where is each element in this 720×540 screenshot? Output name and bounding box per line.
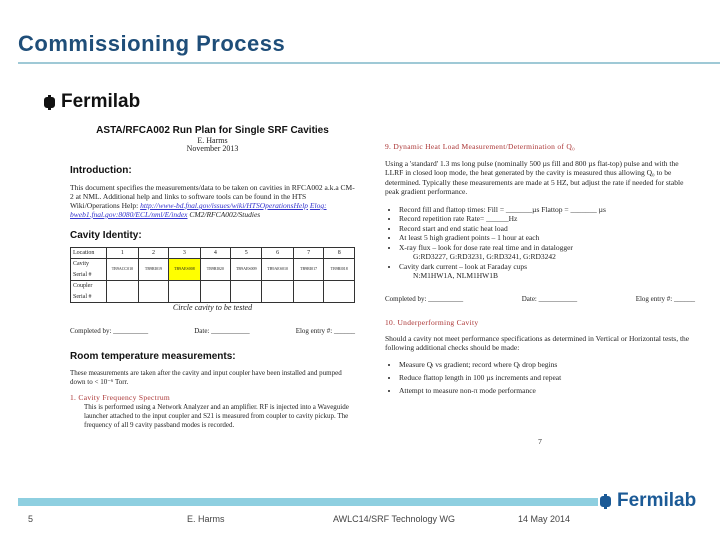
- elog-field: Elog entry #: ______: [635, 294, 695, 303]
- table-header-row: [71, 247, 355, 259]
- completed-by-field: Completed by: __________: [385, 294, 464, 303]
- table-cell: [231, 281, 262, 303]
- intro-heading: Introduction:: [70, 164, 132, 176]
- list-item: • Reduce flattop length in 100 µs increments and repeat: [399, 371, 695, 384]
- item9-text: Using a 'standard' 1.3 ms long pulse (nominally 500 µs fill and 800 µs flat-top) pulse and with the LLRF in closed loop mode, the heat generated by the cavity is measured thus allowing Q₀ to be determined. Typically these measurements are made at 5 HZ, but adjust the rate if needed for stable peak gradient performance.: [385, 158, 684, 196]
- doc-author: E. Harms: [197, 135, 228, 145]
- table-cell: TB9AES009: [231, 259, 262, 281]
- list-item: • Record start and end static heat load: [399, 224, 695, 234]
- list-item: • Measure Qₗ vs gradient; record where Qₗ drop begins: [399, 358, 695, 371]
- item10-heading: 10. Underperforming Cavity: [385, 318, 479, 327]
- intro-text: [70, 183, 355, 219]
- list-item: • Record fill and flattop times: Fill = _______µs Flattop = _______ µs: [399, 205, 695, 215]
- table-cell: 7: [293, 247, 324, 259]
- logo-text: Fermilab: [617, 490, 697, 511]
- logo-text: Fermilab: [61, 91, 141, 112]
- table-cell: 2: [138, 247, 169, 259]
- item9-heading: 9. Dynamic Heat Load Measurement/Determination of Q₀: [385, 142, 576, 151]
- item10-bullets: [385, 358, 695, 397]
- sub-list-item: G:RD3227, G:RD3231, G:RD3241, G:RD3242: [413, 252, 556, 261]
- table-cell: [324, 281, 355, 303]
- table-cell: 5: [231, 247, 262, 259]
- table-cell: Coupler Serial #: [71, 281, 107, 303]
- footer-event: AWLC14/SRF Technology WG: [333, 514, 456, 524]
- table-cell: TB9AES010: [262, 259, 293, 281]
- fermilab-logo-icon: [42, 95, 57, 110]
- list-item: • Cavity dark current – look at Faraday cups: [399, 262, 695, 272]
- completed-by-field: Completed by: __________: [70, 326, 149, 335]
- cavity-heading: Cavity Identity:: [70, 230, 142, 241]
- cavity-table: [70, 247, 355, 304]
- date-field: Date: ___________: [521, 294, 578, 303]
- table-cell: [262, 281, 293, 303]
- item9-bullets: [385, 205, 695, 281]
- signoff-row: [70, 326, 355, 337]
- table-row: [71, 281, 355, 303]
- document-right-page: [385, 142, 695, 446]
- table-cell: TB9RI017: [293, 259, 324, 281]
- table-cell: 3: [169, 247, 200, 259]
- wiki-link[interactable]: http://www-bd.fnal.gov/issues/wiki/HTSOperationsHelp: [140, 201, 309, 210]
- room-temp-text: These measurements are taken after the cavity and input coupler have been installed and pumped down to < 10⁻⁶ Torr.: [70, 368, 342, 386]
- list-item: • Attempt to measure non-π mode performance: [399, 384, 695, 397]
- fermilab-logo-icon: [598, 494, 613, 509]
- title-divider: [18, 62, 720, 64]
- elog-link[interactable]: bweb1.fnal.gov:8080/ECL/nml/E/index: [70, 210, 188, 219]
- elog-path: CM2/RFCA002/Studies: [189, 210, 261, 219]
- document-logo: [42, 91, 140, 113]
- document-left-page: [70, 126, 355, 430]
- sub-list-item: N:M1HW1A, NLM1HW1B: [413, 271, 498, 280]
- footer-bar: [18, 498, 598, 506]
- doc-title: ASTA/RFCA002 Run Plan for Single SRF Cavities: [96, 125, 329, 136]
- table-cell: [200, 281, 231, 303]
- intro-body: This document specifies the measurements/data to be taken on cavities in RFCA002 a.k.a CM-2 at NML. Additional help and links to software tools can be found in the HTS Wiki/Operations Help:: [70, 183, 355, 210]
- doc-date: November 2013: [186, 143, 239, 153]
- table-cell: TB9RI019: [138, 259, 169, 281]
- footer-date: 14 May 2014: [518, 514, 571, 524]
- elog-field: Elog entry #: ______: [295, 326, 355, 335]
- table-cell: TB9AES008: [169, 259, 200, 281]
- table-cell: 8: [324, 247, 355, 259]
- table-cell: Cavity Serial #: [71, 259, 107, 281]
- table-cell: 1: [107, 247, 139, 259]
- room-temp-heading: Room temperature measurements:: [70, 351, 236, 362]
- slide-title: Commissioning Process: [18, 31, 286, 56]
- item10-text: Should a cavity not meet performance specifications as determined in Vertical or Horizontal tests, the following additional checks should be made:: [385, 333, 690, 352]
- item1-text: This is performed using a Network Analyzer and an amplifier. RF is injected into a Waveguide launcher attached to the input coupler and S21 is measured from coupler to cavity pickup. The frequency of all 9 cavity passband modes is recorded.: [84, 403, 349, 429]
- elog-label: Elog:: [309, 201, 327, 210]
- table-caption: Circle cavity to be tested: [172, 303, 253, 312]
- footer-logo: [598, 490, 696, 512]
- table-cell: 4: [200, 247, 231, 259]
- table-cell: Location: [71, 247, 107, 259]
- table-cell: TB9RI018: [324, 259, 355, 281]
- table-cell: TB9ACC010: [107, 259, 139, 281]
- footer-author: E. Harms: [187, 514, 225, 524]
- signoff-row: [385, 295, 695, 305]
- item1-heading: 1. Cavity Frequency Spectrum: [70, 392, 171, 402]
- doc-page-number: 7: [538, 436, 542, 446]
- table-cell: 6: [262, 247, 293, 259]
- table-row: [71, 259, 355, 281]
- date-field: Date: ___________: [194, 326, 250, 335]
- table-cell: [107, 281, 139, 303]
- table-cell: [169, 281, 200, 303]
- list-item: • At least 5 high gradient points – 1 hour at each: [399, 233, 695, 243]
- list-item: • X-ray flux – look for dose rate real time and in datalogger: [399, 243, 695, 253]
- slide-number: 5: [28, 514, 34, 524]
- table-cell: [293, 281, 324, 303]
- table-cell: TB9RI020: [200, 259, 231, 281]
- table-cell: [138, 281, 169, 303]
- list-item: • Record repetition rate Rate= ______Hz: [399, 214, 695, 224]
